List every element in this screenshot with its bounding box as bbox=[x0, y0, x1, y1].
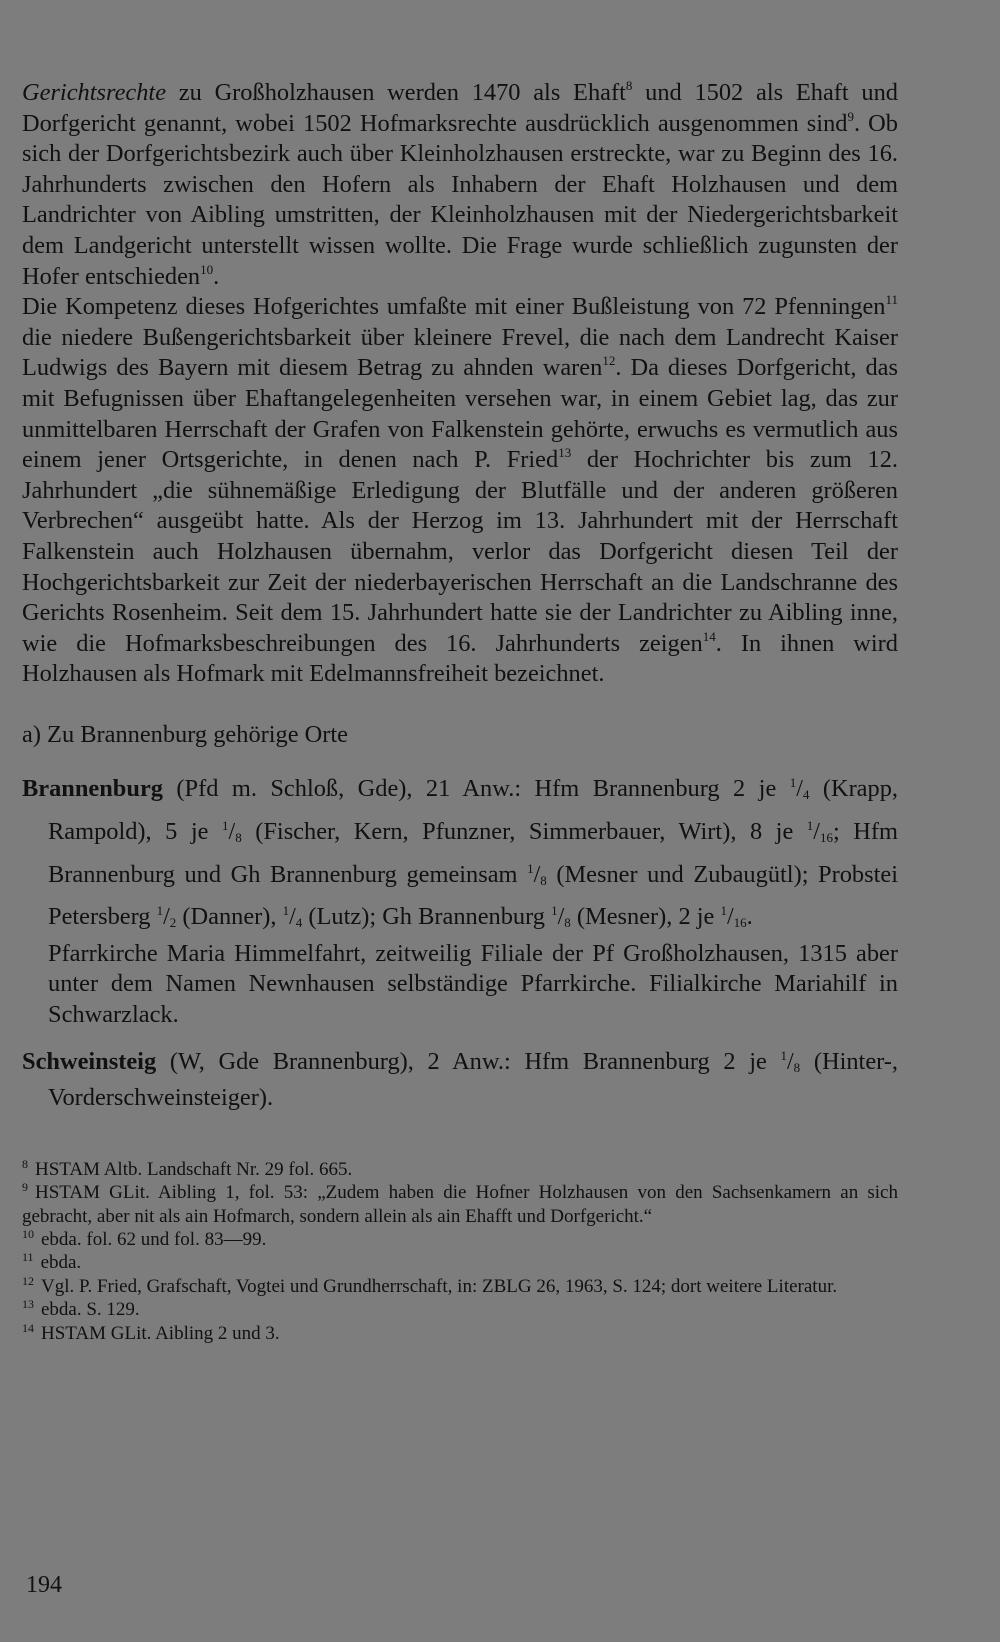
text-run: (Hinter-, Vorderschweinsteiger). bbox=[48, 1047, 898, 1112]
text-run: . Da dieses Dorfgericht, das mit Befugnissen über Ehaftangelegenheiten versehen war, in einem Gebiet lag, das zur unmittelbaren Herrschaft der Grafen von Falkenstein gehörte, erwuchs es vermutlich aus einem jener Ortsgerichte, in denen nach P. Fried bbox=[22, 354, 899, 474]
text-run: (Krapp, Rampold), 5 je bbox=[48, 775, 898, 846]
place-name: Schweinsteig bbox=[22, 1047, 157, 1075]
footnote-ref-11[interactable]: 11 bbox=[885, 292, 898, 308]
footnote-14: $^{14}$ HSTAM GLit. Aibling 2 und 3. bbox=[22, 1320, 280, 1344]
footnote-ref-12[interactable]: 12 bbox=[602, 353, 616, 369]
fraction: $^1$/16 bbox=[806, 818, 833, 846]
text-run: ; Hfm Brannenburg und Gh Brannenburg gemeinsam bbox=[48, 818, 898, 888]
text-run: (Mesner und Zubaugütl); Probstei Petersberg bbox=[48, 860, 898, 931]
text-run: . Ob sich der Dorfgerichtsbezirk auch über Kleinholzhausen erstreckte, war zu Beginn des 16. Jahrhunderts zwischen den Hofern als Inhabern der Ehaft Holzhausen und dem Landrichter von Aibling umstritten, der Kleinholzhausen mit der Niedergerichtsbarkeit dem Landgericht unterstellt wissen wollte. Die Frage wurde schließlich zugunsten der Hofer entschieden bbox=[22, 109, 898, 290]
footnote-ref-9[interactable]: 9 bbox=[847, 108, 854, 124]
text-run: (Lutz); Gh Brannenburg bbox=[302, 903, 552, 931]
footnote-ref-8[interactable]: 8 bbox=[625, 78, 633, 93]
footnote-10: $^{10}$ ebda. fol. 62 und fol. 83—99. bbox=[22, 1227, 267, 1251]
page-number: 194 bbox=[26, 1572, 62, 1598]
text-run: der Hochrichter bis zum 12. Jahrhundert „die sühnemäßige Erledigung der Blutfälle und der anderen größeren Verbrechen“ ausgeübt hatte. Als der Herzog im 13. Jahrhundert mit der Herrschaft Falkenstein auch Holzhausen übernahm, verlor das Dorfgericht diesen Teil der Hochgerichtsbarkeit zur Zeit der niederbayerischen Herrschaft an die Landschranne des Gerichts Rosenheim. Seit dem 15. Jahrhundert hatte sie der Landrichter zu Aibling inne, wie die Hofmarksbeschreibungen des 16. Jahrhunderts zeigen bbox=[22, 446, 898, 657]
footnote-8: $^8$ HSTAM Altb. Landschaft Nr. 29 fol. 665. bbox=[22, 1156, 353, 1180]
text-run: und 1502 als Ehaft und Dorfgericht genannt, wobei 1502 Hofmarksrechte ausdrücklich ausgenommen sind bbox=[22, 79, 898, 137]
paragraph-gerichtsrechte bbox=[22, 78, 898, 292]
place-entry-brannenburg bbox=[22, 768, 898, 1030]
place-name: Brannenburg bbox=[22, 775, 163, 803]
footnote-12: $^{12}$ Vgl. P. Fried, Grafschaft, Vogtei und Grundherrschaft, in: ZBLG 26, 1963, S. 124; dort weitere Literatur. bbox=[22, 1273, 838, 1297]
footnote-ref-10[interactable]: 10 bbox=[200, 261, 214, 277]
text-run: (Pfd m. Schloß, Gde), 21 Anw.: Hfm Brannenburg 2 je bbox=[162, 775, 790, 803]
text-run: (Fischer, Kern, Pfunzner, Simmerbauer, Wirt), 8 je bbox=[241, 818, 807, 846]
text-run: . bbox=[746, 903, 753, 931]
fraction: $^1$/16 bbox=[720, 903, 747, 931]
text-run: (W, Gde Brannenburg), 2 Anw.: Hfm Brannenburg 2 je bbox=[156, 1047, 781, 1075]
text-run: . bbox=[213, 262, 220, 290]
text-run: die niedere Bußengerichtsbarkeit über kleinere Frevel, die nach dem Landrecht Kaiser Ludwigs des Bayern mit diesem Betrag zu ahnden waren bbox=[22, 323, 898, 382]
section-heading: a) Zu Brannenburg gehörige Orte bbox=[22, 720, 348, 748]
page-content bbox=[22, 78, 898, 1345]
footnotes bbox=[22, 1158, 898, 1345]
text-run: zu Großholzhausen werden 1470 als Ehaft bbox=[166, 79, 626, 106]
fraction: $^1$/8 bbox=[551, 903, 571, 931]
text-run: (Mesner), 2 je bbox=[570, 903, 721, 931]
lead-term: Gerichtsrechte bbox=[22, 79, 167, 106]
text-run: . In ihnen wird Holzhausen als Hofmark mit Edelmannsfreiheit bezeichnet. bbox=[22, 629, 898, 688]
footnote-9: $^9$ HSTAM GLit. Aibling 1, fol. 53: „Zudem haben die Hofner Holzhausen von den Sachsenkamern an sich gebracht, aber nit als ain Hofmarch, sondern allein als ain Ehafft und Dorfgericht.“ bbox=[22, 1180, 898, 1227]
place-entry-schweinsteig bbox=[22, 1041, 898, 1114]
fraction: $^1$/2 bbox=[156, 903, 177, 931]
footnote-ref-13[interactable]: 13 bbox=[558, 445, 572, 461]
text-run: Die Kompetenz dieses Hofgerichtes umfaßte mit einer Bußleistung von 72 Pfenningen bbox=[22, 293, 886, 321]
fraction: $^1$/4 bbox=[789, 775, 810, 803]
paragraph-kompetenz bbox=[22, 292, 898, 690]
fraction: $^1$/4 bbox=[282, 903, 303, 931]
footnote-ref-14[interactable]: 14 bbox=[702, 628, 716, 644]
fraction: $^1$/8 bbox=[527, 860, 547, 888]
fraction: $^1$/8 bbox=[780, 1047, 801, 1075]
church-note: Pfarrkirche Maria Himmelfahrt, zeitweilig Filiale der Pf Großholzhausen, 1315 aber unter dem Namen Newnhausen selbständige Pfarrkirche. Filialkirche Mariahilf in Schwarzlack. bbox=[48, 939, 898, 1029]
text-run: (Danner), bbox=[176, 903, 283, 931]
footnote-11: $^{11}$ ebda. bbox=[22, 1250, 82, 1274]
fraction: $^1$/8 bbox=[222, 818, 242, 846]
footnote-13: $^{13}$ ebda. S. 129. bbox=[22, 1297, 140, 1321]
